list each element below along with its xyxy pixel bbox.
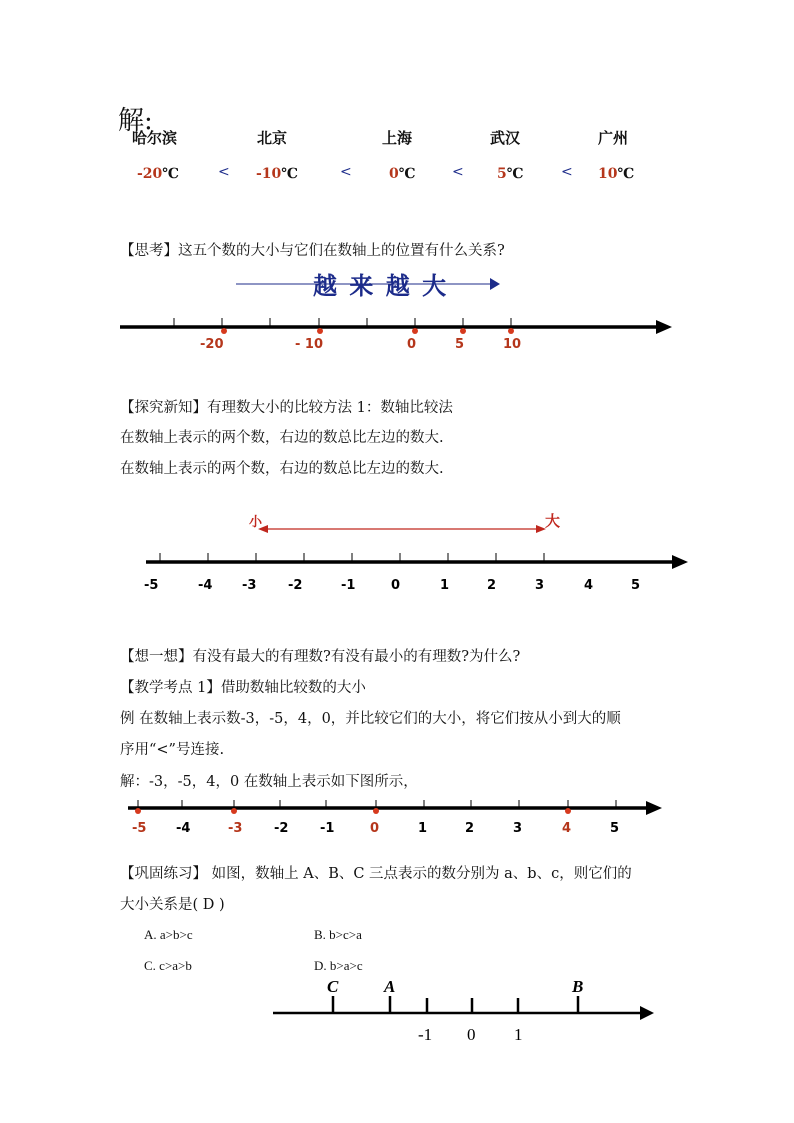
think2-question: 【想一想】有没有最大的有理数?有没有最小的有理数?为什么? <box>120 649 521 665</box>
axis-4-label: 0 <box>467 1025 476 1044</box>
solution-line: 解：-3，-5，4，0 在数轴上表示如下图所示， <box>120 774 418 790</box>
axis-4-label: 1 <box>514 1025 523 1044</box>
axis-3-label: 1 <box>418 821 428 836</box>
number-line-3 <box>128 800 662 836</box>
example-line-1: 例 在数轴上表示数-3，-5，4，0，并比较它们的大小，将它们按从小到大的顺 <box>120 711 621 727</box>
axis-3-point <box>373 808 379 814</box>
axis-3-label: 4 <box>562 821 572 836</box>
axis-1-arrowhead <box>656 320 672 334</box>
number-line-1 <box>120 271 672 352</box>
practice-line-2: 大小关系是( D ) <box>120 897 225 913</box>
city-shanghai: 上海 <box>382 129 413 147</box>
axis-3-label: -1 <box>320 821 335 836</box>
example-line-2: 序用“<”号连接. <box>120 742 225 758</box>
city-guangzhou: 广州 <box>598 129 629 147</box>
axis-3-label: -2 <box>274 821 289 836</box>
less-than-3: < <box>452 164 464 180</box>
axis-2-label: 0 <box>391 578 401 593</box>
less-than-4: < <box>561 164 573 180</box>
temp-wuhan: 5℃ <box>497 166 524 182</box>
axis-1-label: 0 <box>407 337 417 352</box>
axis-3-label: 0 <box>370 821 380 836</box>
teaching-point: 【教学考点 1】借助数轴比较数的大小 <box>120 680 366 696</box>
point-c-label: C <box>327 977 339 996</box>
axis-1-point <box>508 328 514 334</box>
axis-1-label: - 10 <box>295 337 324 352</box>
point-b-label: B <box>572 977 584 996</box>
axis-2-label: -1 <box>341 578 356 593</box>
axis-2-label: -5 <box>144 578 159 593</box>
option-d: D. b>a>c <box>314 958 363 973</box>
point-a-label: A <box>384 977 396 996</box>
axis-2-label: -3 <box>242 578 257 593</box>
temp-beijing: -10℃ <box>256 166 299 182</box>
axis-3-label: 2 <box>465 821 475 836</box>
less-than-1: < <box>218 164 230 180</box>
solution-label: 解: <box>118 106 153 136</box>
axis-2-label: 3 <box>535 578 545 593</box>
city-harbin: 哈尔滨 <box>132 129 178 147</box>
number-line-4 <box>273 977 654 1044</box>
temp-harbin: -20℃ <box>137 166 180 182</box>
axis-1-point <box>412 328 418 334</box>
axis-2-arrowhead <box>672 555 688 569</box>
axis-3-label: 3 <box>513 821 523 836</box>
axis-3-point <box>231 808 237 814</box>
option-a: A. a>b>c <box>144 927 193 942</box>
axis-2-label: 2 <box>487 578 497 593</box>
big-label: 大 <box>545 512 561 530</box>
axis-2-label: 4 <box>584 578 594 593</box>
city-beijing: 北京 <box>257 129 288 147</box>
temp-guangzhou: 10℃ <box>598 166 635 182</box>
axis-3-label: -4 <box>176 821 191 836</box>
explore-title: 【探究新知】有理数大小的比较方法 1：数轴比较法 <box>120 400 453 416</box>
axis-3-point <box>135 808 141 814</box>
axis-3-point <box>565 808 571 814</box>
option-c: C. c>a>b <box>144 958 192 973</box>
city-wuhan: 武汉 <box>490 129 521 147</box>
less-than-2: < <box>340 164 352 180</box>
rule-line-1: 在数轴上表示的两个数，右边的数总比左边的数大. <box>120 430 444 446</box>
rule-line-2: 在数轴上表示的两个数，右边的数总比左边的数大. <box>120 461 444 477</box>
practice-line-1: 【巩固练习】 如图，数轴上 A、B、C 三点表示的数分别为 a、b、c，则它们的 <box>120 866 632 882</box>
growth-arrow-text: 越 来 越 大 <box>313 271 449 300</box>
axis-4-arrowhead <box>640 1006 654 1020</box>
axis-1-label: 10 <box>503 337 522 352</box>
option-b: B. b>c>a <box>314 927 362 942</box>
axis-2-label: -4 <box>198 578 213 593</box>
axis-1-point <box>460 328 466 334</box>
axis-3-label: 5 <box>610 821 620 836</box>
think-question: 【思考】这五个数的大小与它们在数轴上的位置有什么关系? <box>120 243 505 259</box>
axis-3-arrowhead <box>646 801 662 815</box>
axis-2-label: 5 <box>631 578 641 593</box>
axis-1-label: -20 <box>200 337 224 352</box>
axis-1-label: 5 <box>455 337 465 352</box>
axis-1-point <box>317 328 323 334</box>
axis-3-label: -5 <box>132 821 147 836</box>
axis-4-label: -1 <box>418 1025 433 1044</box>
number-line-2 <box>144 512 688 593</box>
axis-2-label: 1 <box>440 578 450 593</box>
axis-1-point <box>221 328 227 334</box>
growth-arrow-head <box>490 278 500 290</box>
temp-shanghai: 0℃ <box>389 166 416 182</box>
small-label: 小 <box>249 515 263 530</box>
axis-3-label: -3 <box>228 821 243 836</box>
axis-2-label: -2 <box>288 578 303 593</box>
